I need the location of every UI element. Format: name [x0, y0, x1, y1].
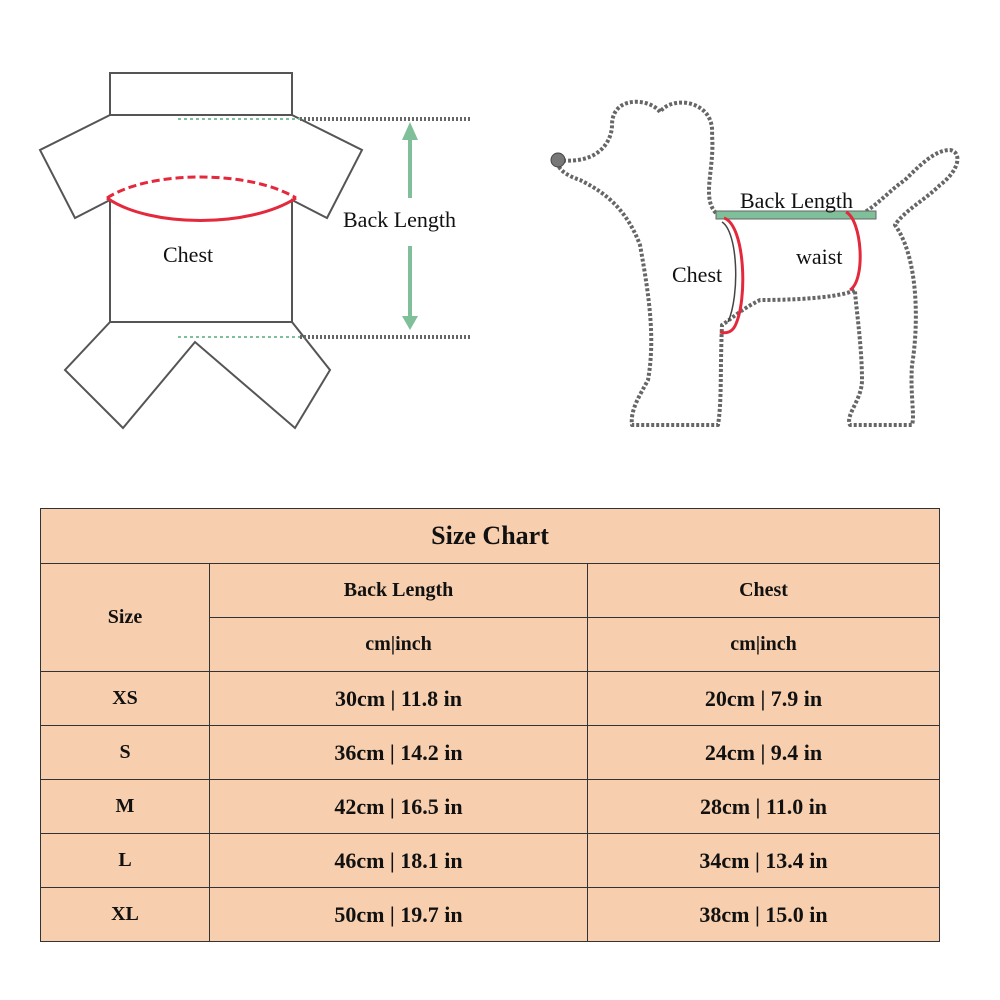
dog-chest-label: Chest: [672, 262, 723, 287]
chest-cell: 28cm | 11.0 in: [588, 780, 940, 834]
table-row: [41, 888, 940, 942]
back-length-cell: 46cm | 18.1 in: [210, 834, 588, 888]
back-length-cell: 30cm | 11.8 in: [210, 672, 588, 726]
arrow-head-up: [402, 122, 418, 140]
size-chart-title: Size Chart: [41, 509, 940, 564]
back-length-cell: 42cm | 16.5 in: [210, 780, 588, 834]
chest-cell: 38cm | 15.0 in: [588, 888, 940, 942]
back-length-unit-header: cm|inch: [210, 618, 588, 672]
chest-cell: 34cm | 13.4 in: [588, 834, 940, 888]
table-row: [41, 672, 940, 726]
shirt-diagram: [40, 73, 472, 428]
dog-chest-measure: [720, 218, 743, 333]
size-chart-table: [40, 508, 940, 942]
size-cell: L: [41, 834, 210, 888]
chest-cell: 24cm | 9.4 in: [588, 726, 940, 780]
table-row: [41, 726, 940, 780]
dog-nose-icon: [551, 153, 565, 167]
arrow-head-down: [402, 316, 418, 330]
size-cell: XL: [41, 888, 210, 942]
back-length-cell: 36cm | 14.2 in: [210, 726, 588, 780]
dog-waist-measure: [846, 212, 860, 290]
back-length-column-header: Back Length: [210, 564, 588, 618]
table-row: [41, 780, 940, 834]
dog-waist-label: waist: [796, 244, 843, 269]
size-cell: XS: [41, 672, 210, 726]
table-row: [41, 834, 940, 888]
dog-diagram: [551, 102, 957, 425]
chest-column-header: Chest: [588, 564, 940, 618]
size-cell: S: [41, 726, 210, 780]
size-cell: M: [41, 780, 210, 834]
chest-cell: 20cm | 7.9 in: [588, 672, 940, 726]
size-column-header: Size: [41, 564, 210, 672]
dog-back-length-label: Back Length: [740, 188, 854, 213]
chest-unit-header: cm|inch: [588, 618, 940, 672]
dog-chain-outline: [558, 102, 958, 425]
shirt-chest-label: Chest: [163, 242, 214, 267]
dog-chest-measure-inner: [722, 222, 736, 322]
shirt-back-length-label: Back Length: [343, 207, 457, 232]
back-length-cell: 50cm | 19.7 in: [210, 888, 588, 942]
